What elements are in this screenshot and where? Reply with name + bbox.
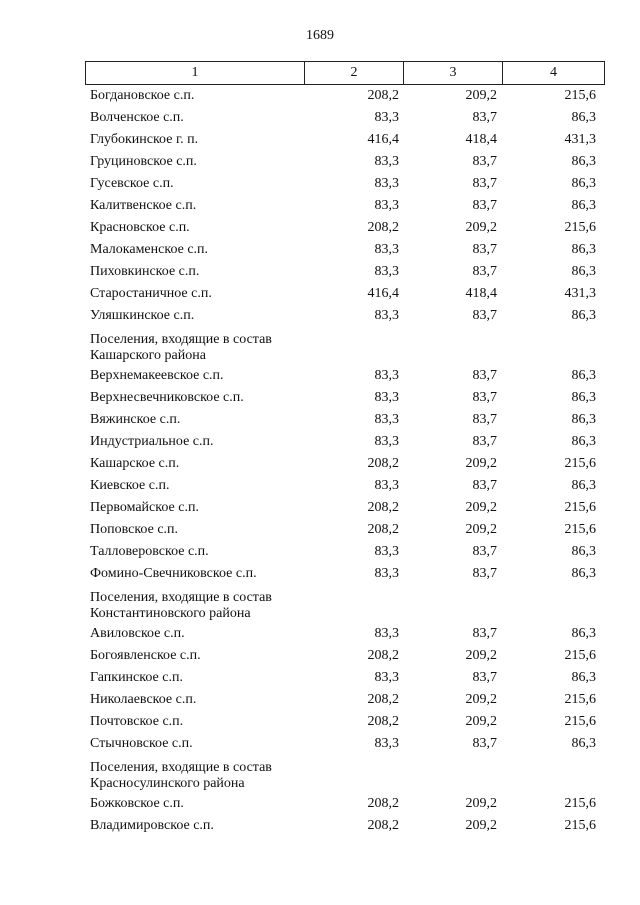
table-row [85,542,600,564]
value-col-3: 209,2 [465,714,497,729]
column-header-3: 3 [404,62,503,85]
table-row [85,366,600,388]
table-row [85,410,600,432]
value-col-3: 83,7 [472,670,497,685]
value-col-3: 83,7 [472,434,497,449]
table-row [85,454,600,476]
group-heading: Поселения, входящие в состав Красносулинского района [90,760,272,791]
table-row [85,108,600,130]
value-col-2: 83,3 [374,176,399,191]
value-col-4: 86,3 [571,670,596,685]
value-col-3: 209,2 [465,456,497,471]
table-row [85,498,600,520]
table-row [85,624,600,646]
settlement-name: Старостаничное с.п. [90,286,212,301]
value-col-2: 208,2 [367,522,399,537]
value-col-4: 86,3 [571,626,596,641]
value-col-2: 83,3 [374,264,399,279]
value-col-2: 83,3 [374,544,399,559]
value-col-4: 431,3 [564,286,596,301]
table-row [85,476,600,498]
value-col-3: 83,7 [472,176,497,191]
value-col-3: 83,7 [472,544,497,559]
value-col-2: 83,3 [374,434,399,449]
settlement-name: Калитвенское с.п. [90,198,197,213]
value-col-4: 86,3 [571,434,596,449]
column-header-1: 1 [86,62,305,85]
settlement-name: Почтовское с.п. [90,714,184,729]
value-col-3: 209,2 [465,88,497,103]
group-heading: Поселения, входящие в состав Константиновского района [90,590,272,621]
value-col-2: 83,3 [374,368,399,383]
value-col-4: 215,6 [564,648,596,663]
value-col-2: 208,2 [367,456,399,471]
value-col-4: 86,3 [571,368,596,383]
table-row [85,734,600,756]
value-col-4: 215,6 [564,220,596,235]
page-number: 1689 [306,28,334,43]
group-heading-row [85,586,600,624]
settlement-name: Верхнемакеевское с.п. [90,368,224,383]
table-row [85,816,600,838]
value-col-3: 83,7 [472,264,497,279]
table-row [85,564,600,586]
settlement-name: Богдановское с.п. [90,88,195,103]
value-col-3: 83,7 [472,626,497,641]
value-col-4: 215,6 [564,88,596,103]
settlement-name: Груциновское с.п. [90,154,197,169]
value-col-4: 86,3 [571,110,596,125]
value-col-3: 83,7 [472,736,497,751]
value-col-2: 208,2 [367,692,399,707]
value-col-3: 83,7 [472,566,497,581]
value-col-3: 209,2 [465,692,497,707]
group-heading-row [85,756,600,794]
settlement-name: Николаевское с.п. [90,692,197,707]
value-col-4: 215,6 [564,796,596,811]
value-col-4: 86,3 [571,544,596,559]
value-col-3: 83,7 [472,412,497,427]
value-col-2: 83,3 [374,110,399,125]
value-col-3: 83,7 [472,308,497,323]
table-row [85,712,600,734]
value-col-4: 86,3 [571,390,596,405]
table-row [85,196,600,218]
column-header-4: 4 [503,62,605,85]
value-col-4: 86,3 [571,736,596,751]
table-row [85,690,600,712]
settlement-name: Пиховкинское с.п. [90,264,200,279]
settlement-name: Глубокинское г. п. [90,132,199,147]
settlement-name: Владимировское с.п. [90,818,214,833]
value-col-3: 418,4 [465,132,497,147]
value-col-3: 83,7 [472,154,497,169]
value-col-4: 86,3 [571,176,596,191]
table-row [85,240,600,262]
value-col-3: 209,2 [465,500,497,515]
table-row [85,646,600,668]
table-row [85,130,600,152]
value-col-2: 83,3 [374,566,399,581]
table-row [85,668,600,690]
value-col-2: 208,2 [367,714,399,729]
table-row [85,174,600,196]
value-col-4: 215,6 [564,692,596,707]
settlement-name: Волченское с.п. [90,110,184,125]
value-col-2: 83,3 [374,308,399,323]
value-col-2: 208,2 [367,88,399,103]
settlement-name: Талловеровское с.п. [90,544,209,559]
settlement-name: Киевское с.п. [90,478,170,493]
value-col-4: 431,3 [564,132,596,147]
table-row [85,520,600,542]
value-col-2: 83,3 [374,670,399,685]
value-col-3: 209,2 [465,220,497,235]
group-heading: Поселения, входящие в состав Кашарского района [90,332,272,363]
value-col-3: 209,2 [465,522,497,537]
value-col-2: 208,2 [367,220,399,235]
settlement-name: Малокаменское с.п. [90,242,209,257]
settlement-name: Первомайское с.п. [90,500,199,515]
table-row [85,152,600,174]
value-col-2: 83,3 [374,626,399,641]
value-col-3: 209,2 [465,818,497,833]
table-row [85,306,600,328]
value-col-4: 86,3 [571,566,596,581]
settlement-name: Поповское с.п. [90,522,179,537]
value-col-4: 86,3 [571,478,596,493]
value-col-2: 208,2 [367,818,399,833]
value-col-3: 83,7 [472,110,497,125]
settlement-name: Авиловское с.п. [90,626,185,641]
settlement-name: Стычновское с.п. [90,736,193,751]
value-col-4: 86,3 [571,198,596,213]
value-col-3: 83,7 [472,198,497,213]
settlement-name: Богоявленское с.п. [90,648,201,663]
value-col-3: 83,7 [472,242,497,257]
table-header [85,61,605,85]
value-col-2: 416,4 [367,286,399,301]
table-row [85,284,600,306]
settlement-name: Гапкинское с.п. [90,670,183,685]
value-col-4: 215,6 [564,456,596,471]
table-row [85,86,600,108]
value-col-2: 208,2 [367,500,399,515]
settlement-name: Кашарское с.п. [90,456,180,471]
value-col-4: 86,3 [571,242,596,257]
value-col-3: 209,2 [465,648,497,663]
value-col-3: 83,7 [472,478,497,493]
value-col-3: 209,2 [465,796,497,811]
value-col-2: 83,3 [374,242,399,257]
table-row [85,432,600,454]
value-col-2: 208,2 [367,648,399,663]
value-col-4: 86,3 [571,264,596,279]
settlement-name: Вяжинское с.п. [90,412,181,427]
value-col-2: 83,3 [374,412,399,427]
value-col-3: 83,7 [472,368,497,383]
settlement-name: Уляшкинское с.п. [90,308,195,323]
value-col-2: 208,2 [367,796,399,811]
value-col-2: 83,3 [374,154,399,169]
value-col-2: 83,3 [374,478,399,493]
settlement-name: Индустриальное с.п. [90,434,214,449]
table-row [85,794,600,816]
group-heading-row [85,328,600,366]
value-col-4: 86,3 [571,154,596,169]
value-col-2: 83,3 [374,736,399,751]
value-col-4: 215,6 [564,500,596,515]
column-header-2: 2 [305,62,404,85]
value-col-4: 215,6 [564,714,596,729]
value-col-4: 215,6 [564,818,596,833]
settlement-name: Верхнесвечниковское с.п. [90,390,244,405]
value-col-2: 83,3 [374,390,399,405]
settlement-name: Гусевское с.п. [90,176,174,191]
table-row [85,388,600,410]
value-col-3: 418,4 [465,286,497,301]
settlement-name: Божковское с.п. [90,796,184,811]
table-row [85,262,600,284]
value-col-4: 86,3 [571,308,596,323]
settlement-name: Красновское с.п. [90,220,190,235]
table-row [85,218,600,240]
value-col-2: 416,4 [367,132,399,147]
value-col-4: 86,3 [571,412,596,427]
settlement-name: Фомино-Свечниковское с.п. [90,566,257,581]
table-body [85,86,600,838]
value-col-2: 83,3 [374,198,399,213]
value-col-4: 215,6 [564,522,596,537]
value-col-3: 83,7 [472,390,497,405]
